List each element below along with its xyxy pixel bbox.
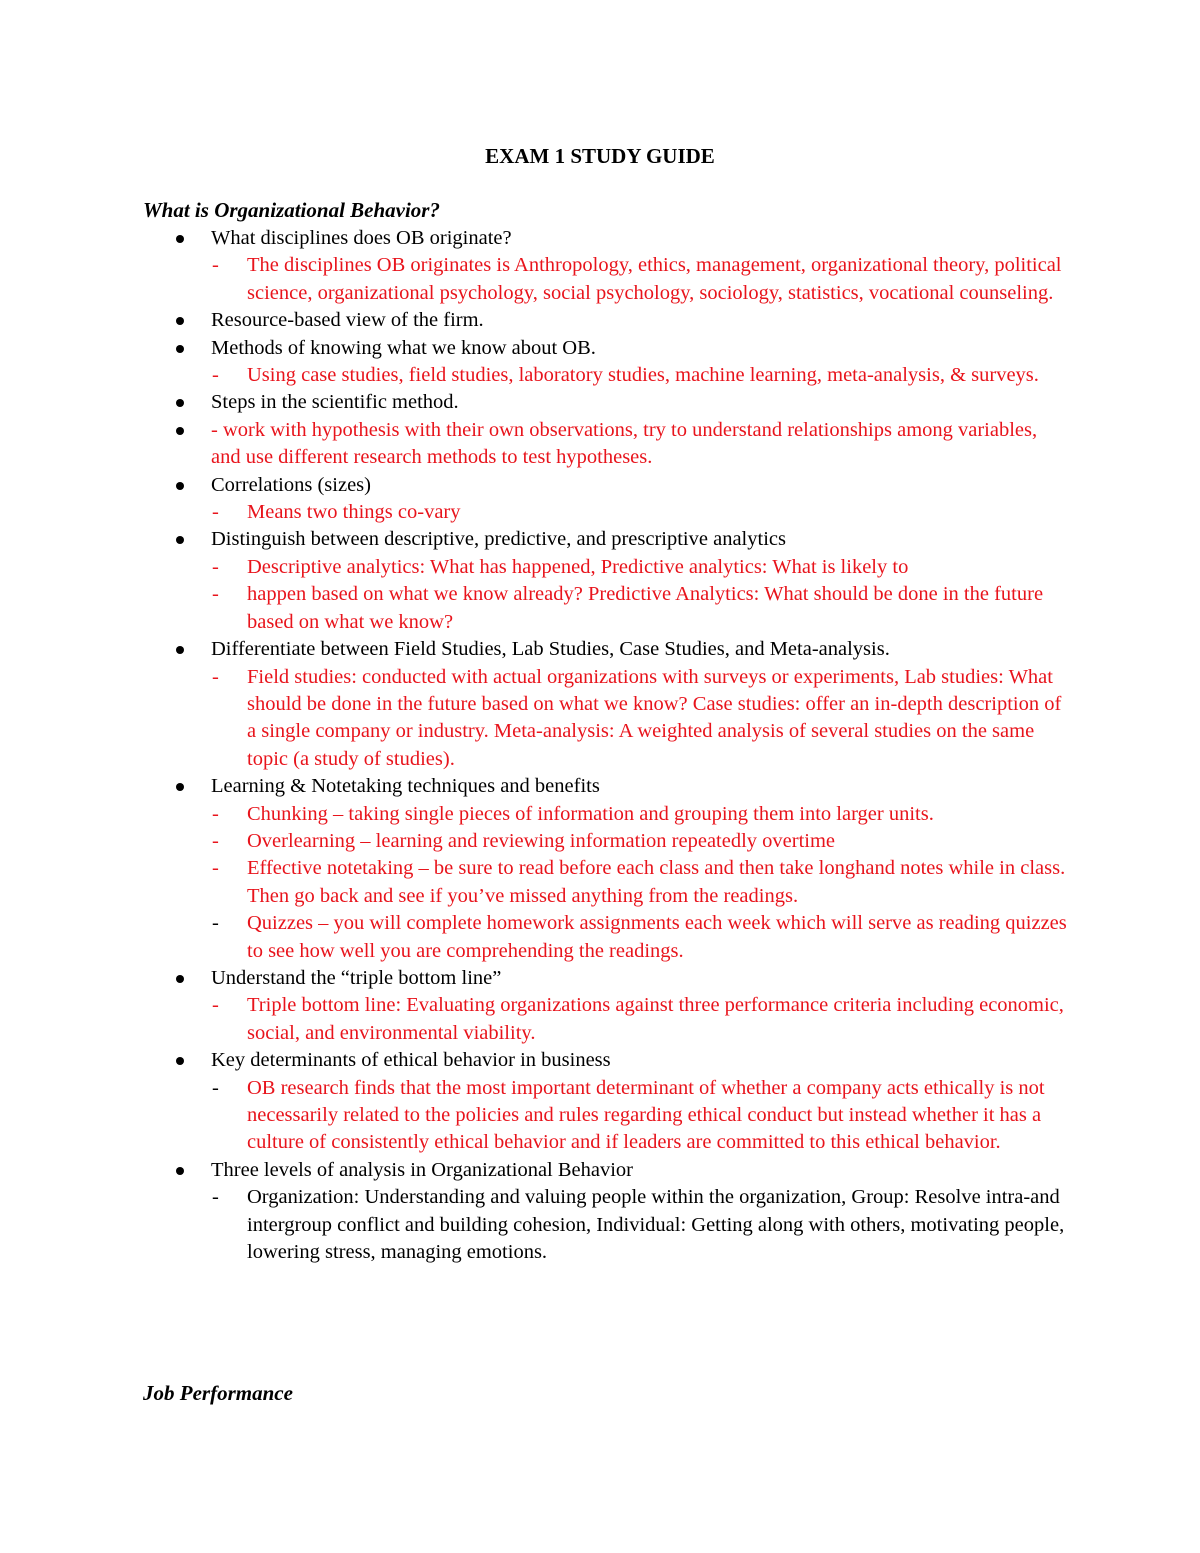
bullet-dot-icon [176, 975, 184, 983]
bullet-text: Correlations (sizes) [211, 473, 371, 496]
sub-item-text: OB research finds that the most important determinant of whether a company acts ethically is not necessarily related to the policies and rules regarding ethical conduct but instead whether it has a culture of consistently ethical behavior and if leaders are committed to this ethical behavior. [247, 1076, 1045, 1154]
bullet-text: Resource-based view of the firm. [211, 309, 484, 332]
bullet-item [0, 389, 1071, 416]
dash-marker-icon: - [212, 501, 219, 524]
sub-item [0, 855, 1067, 910]
bullet-dot-icon [176, 1057, 184, 1065]
bullet-item [0, 1157, 1071, 1184]
bullet-list [0, 225, 1200, 1266]
bullet-item [0, 526, 1071, 553]
bullet-item [0, 417, 1071, 472]
bullet-dot-icon [176, 345, 184, 353]
dash-marker-icon: - [212, 254, 219, 277]
sub-item-text: Using case studies, field studies, laboratory studies, machine learning, meta-analysis, & surveys. [247, 364, 1039, 387]
dash-marker-icon: - [212, 994, 219, 1017]
sub-item-text: happen based on what we know already? Predictive Analytics: What should be done in the future based on what we know? [247, 583, 1044, 633]
dash-marker-icon: - [212, 555, 219, 578]
sub-item-text: The disciplines OB originates is Anthropology, ethics, management, organizational theory, political science, organizational psychology, social psychology, sociology, statistics, vocational counseling. [247, 254, 1062, 304]
sub-item [0, 910, 1067, 965]
bullet-item [0, 636, 1071, 663]
sub-item [0, 992, 1067, 1047]
sub-item [0, 1184, 1067, 1266]
bullet-item [0, 307, 1071, 334]
section-heading-ob: What is Organizational Behavior? [143, 198, 440, 222]
bullet-text: Understand the “triple bottom line” [211, 966, 502, 989]
bullet-item [0, 472, 1071, 499]
bullet-dot-icon [176, 482, 184, 490]
bullet-dot-icon [176, 235, 184, 243]
dash-marker-icon: - [212, 665, 219, 688]
dash-marker-icon: - [212, 583, 219, 606]
bullet-item [0, 225, 1071, 252]
sub-item-text: Triple bottom line: Evaluating organizations against three performance criteria including economic, social, and environmental viability. [247, 994, 1064, 1044]
bullet-dot-icon [176, 783, 184, 791]
bullet-dot-icon [176, 317, 184, 325]
sub-item [0, 362, 1067, 389]
sub-item-text: Means two things co-vary [247, 501, 461, 524]
sub-item-text: Organization: Understanding and valuing people within the organization, Group: Resolve intra-and intergroup conflict and building cohesion, Individual: Getting along with others, motivating people, lowering stress, managing emotions. [247, 1186, 1065, 1264]
bullet-dot-icon [176, 1167, 184, 1175]
section-heading-job-performance: Job Performance [143, 1381, 293, 1405]
sub-item [0, 1075, 1067, 1157]
page-title: EXAM 1 STUDY GUIDE [485, 144, 715, 168]
sub-item [0, 664, 1067, 774]
bullet-item [0, 1047, 1071, 1074]
dash-marker-icon: - [212, 1186, 219, 1209]
dash-marker-icon: - [212, 802, 219, 825]
dash-marker-icon: - [212, 829, 219, 852]
sub-item-text: Descriptive analytics: What has happened, Predictive analytics: What is likely to [247, 555, 909, 578]
sub-item-text: Field studies: conducted with actual organizations with surveys or experiments, Lab studies: What should be done in the future based on what we know? Case studies: offer an in-depth description of a single company or industry. Meta-analysis: A weighted analysis of several studies on the same topic (a study of studies). [247, 665, 1062, 770]
bullet-text: - work with hypothesis with their own observations, try to understand relationships among variables, and use different research methods to test hypotheses. [211, 418, 1038, 469]
sub-item-text: Quizzes – you will complete homework assignments each week which will serve as reading quizzes to see how well you are comprehending the readings. [247, 912, 1067, 962]
bullet-dot-icon [176, 427, 184, 435]
bullet-text: Key determinants of ethical behavior in business [211, 1049, 611, 1072]
bullet-text: Three levels of analysis in Organizational Behavior [211, 1158, 634, 1181]
sub-item-text: Overlearning – learning and reviewing information repeatedly overtime [247, 829, 836, 852]
sub-item-text: Chunking – taking single pieces of information and grouping them into larger units. [247, 802, 934, 825]
dash-marker-icon: - [212, 912, 219, 935]
bullet-dot-icon [176, 536, 184, 544]
dash-marker-icon: - [212, 364, 219, 387]
bullet-item [0, 965, 1071, 992]
sub-item [0, 554, 1067, 581]
bullet-text: Differentiate between Field Studies, Lab Studies, Case Studies, and Meta-analysis. [211, 638, 890, 661]
dash-marker-icon: - [212, 1076, 219, 1099]
bullet-text: What disciplines does OB originate? [211, 227, 512, 249]
bullet-text: Steps in the scientific method. [211, 391, 459, 414]
bullet-text: Learning & Notetaking techniques and benefits [211, 775, 600, 798]
bullet-item [0, 773, 1071, 800]
sub-item [0, 499, 1067, 526]
sub-item-text: Effective notetaking – be sure to read before each class and then take longhand notes while in class. Then go back and see if you’ve missed anything from the readings. [247, 857, 1066, 907]
bullet-text: Methods of knowing what we know about OB. [211, 336, 596, 359]
bullet-dot-icon [176, 399, 184, 407]
sub-item [0, 828, 1067, 855]
sub-item [0, 252, 1067, 307]
sub-item [0, 801, 1067, 828]
bullet-item [0, 335, 1071, 362]
bullet-dot-icon [176, 646, 184, 654]
sub-item [0, 581, 1067, 636]
bullet-text: Distinguish between descriptive, predictive, and prescriptive analytics [211, 528, 786, 551]
dash-marker-icon: - [212, 857, 219, 880]
